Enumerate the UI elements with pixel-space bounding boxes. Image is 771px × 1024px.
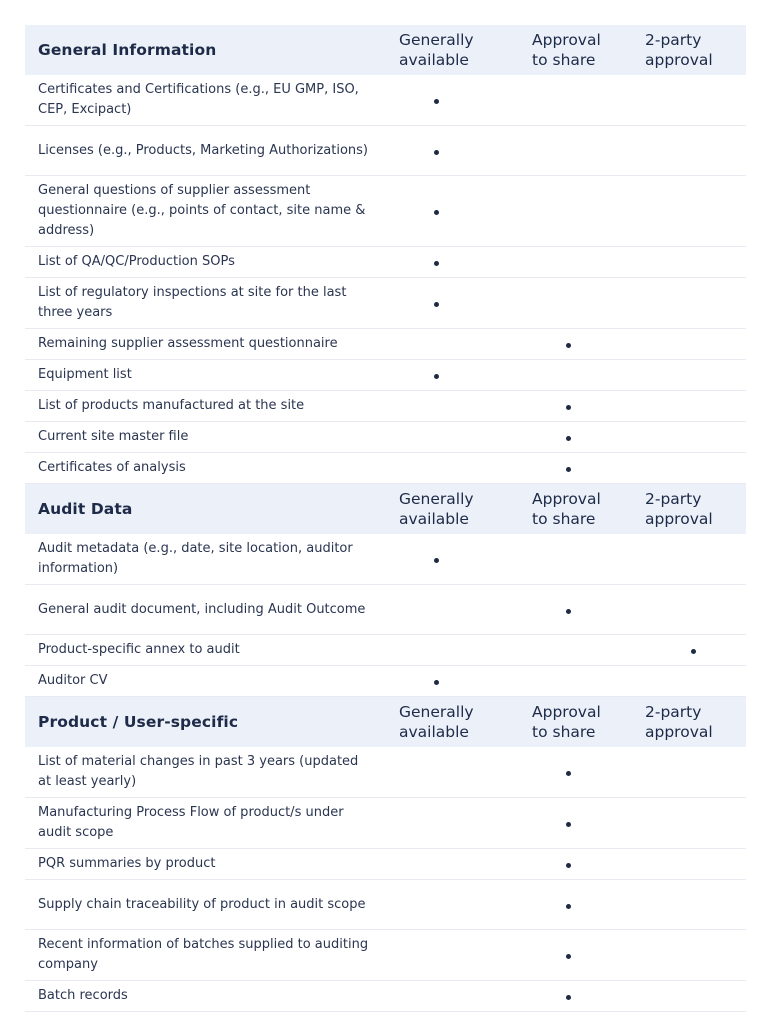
section-title: Product / User-specific xyxy=(25,697,382,748)
cell-general xyxy=(382,798,512,849)
column-header-line: 2-party xyxy=(645,703,702,721)
cell-approval xyxy=(512,360,638,391)
column-header-line: Generally xyxy=(399,490,474,508)
column-header-two-party xyxy=(638,25,746,75)
cell-general xyxy=(382,453,512,484)
cell-general xyxy=(382,534,512,585)
cell-general xyxy=(382,880,512,930)
bullet-icon xyxy=(434,558,439,563)
cell-approval xyxy=(512,453,638,484)
cell-two-party xyxy=(638,747,746,798)
bullet-icon xyxy=(434,680,439,685)
cell-two-party xyxy=(638,126,746,176)
column-header-line: approval xyxy=(645,51,713,69)
column-header-approval xyxy=(512,697,638,748)
section-header xyxy=(25,484,746,535)
column-header-line: approval xyxy=(645,723,713,741)
table-row xyxy=(25,75,746,126)
cell-two-party xyxy=(638,75,746,126)
table-row xyxy=(25,422,746,453)
cell-two-party xyxy=(638,422,746,453)
cell-general xyxy=(382,247,512,278)
cell-approval xyxy=(512,391,638,422)
column-header-line: Generally xyxy=(399,703,474,721)
bullet-icon xyxy=(566,343,571,348)
cell-two-party xyxy=(638,247,746,278)
bullet-icon xyxy=(566,995,571,1000)
cell-general xyxy=(382,391,512,422)
row-label: Remaining supplier assessment questionnaire xyxy=(25,329,382,360)
bullet-icon xyxy=(691,649,696,654)
column-header-general xyxy=(382,697,512,748)
table-row xyxy=(25,747,746,798)
cell-approval xyxy=(512,534,638,585)
row-label: Current site master file xyxy=(25,422,382,453)
cell-two-party xyxy=(638,176,746,247)
table-row xyxy=(25,176,746,247)
column-header-line: to share xyxy=(532,51,596,69)
row-label: Auditor CV xyxy=(25,666,382,697)
table-row xyxy=(25,453,746,484)
cell-general xyxy=(382,981,512,1012)
column-header-two-party xyxy=(638,484,746,535)
table-row xyxy=(25,849,746,880)
cell-approval xyxy=(512,126,638,176)
cell-approval xyxy=(512,422,638,453)
cell-approval xyxy=(512,75,638,126)
cell-two-party xyxy=(638,278,746,329)
bullet-icon xyxy=(566,436,571,441)
cell-general xyxy=(382,360,512,391)
cell-general xyxy=(382,930,512,981)
cell-general xyxy=(382,585,512,635)
row-label: Supply chain traceability of product in audit scope xyxy=(25,880,382,930)
row-label: PQR summaries by product xyxy=(25,849,382,880)
bullet-icon xyxy=(434,210,439,215)
row-label: Batch records xyxy=(25,981,382,1012)
cell-approval xyxy=(512,981,638,1012)
table-row xyxy=(25,360,746,391)
cell-approval xyxy=(512,176,638,247)
cell-approval xyxy=(512,635,638,666)
column-header-general xyxy=(382,25,512,75)
row-label: Manufacturing Process Flow of product/s under audit scope xyxy=(25,798,382,849)
column-header-line: to share xyxy=(532,510,596,528)
column-header-line: Approval xyxy=(532,703,601,721)
row-label: General questions of supplier assessment questionnaire (e.g., points of contact, site name & address) xyxy=(25,176,382,247)
table-row xyxy=(25,329,746,360)
table-row xyxy=(25,534,746,585)
column-header-line: available xyxy=(399,723,469,741)
table-row xyxy=(25,585,746,635)
cell-general xyxy=(382,422,512,453)
cell-approval xyxy=(512,849,638,880)
section-header xyxy=(25,25,746,75)
table-row xyxy=(25,981,746,1012)
cell-two-party xyxy=(638,391,746,422)
cell-two-party xyxy=(638,798,746,849)
row-label: List of material changes in past 3 years (updated at least yearly) xyxy=(25,747,382,798)
row-label: Product-specific annex to audit xyxy=(25,635,382,666)
table-row xyxy=(25,666,746,697)
cell-general xyxy=(382,176,512,247)
table-body xyxy=(25,25,746,1012)
row-label: List of QA/QC/Production SOPs xyxy=(25,247,382,278)
row-label: General audit document, including Audit Outcome xyxy=(25,585,382,635)
column-header-line: available xyxy=(399,51,469,69)
bullet-icon xyxy=(566,467,571,472)
row-label: Audit metadata (e.g., date, site location, auditor information) xyxy=(25,534,382,585)
column-header-line: Approval xyxy=(532,490,601,508)
column-header-line: 2-party xyxy=(645,490,702,508)
column-header-line: to share xyxy=(532,723,596,741)
section-header xyxy=(25,697,746,748)
table-row xyxy=(25,635,746,666)
section-title: General Information xyxy=(25,25,382,75)
bullet-icon xyxy=(434,302,439,307)
data-sharing-table xyxy=(25,25,746,1012)
data-sharing-table-container xyxy=(25,25,746,1012)
bullet-icon xyxy=(434,150,439,155)
column-header-line: 2-party xyxy=(645,31,702,49)
table-row xyxy=(25,880,746,930)
row-label: Certificates and Certifications (e.g., EU GMP, ISO, CEP, Excipact) xyxy=(25,75,382,126)
table-row xyxy=(25,126,746,176)
cell-approval xyxy=(512,329,638,360)
bullet-icon xyxy=(566,954,571,959)
table-row xyxy=(25,930,746,981)
column-header-line: Approval xyxy=(532,31,601,49)
cell-general xyxy=(382,849,512,880)
cell-two-party xyxy=(638,981,746,1012)
bullet-icon xyxy=(566,863,571,868)
cell-two-party xyxy=(638,849,746,880)
cell-general xyxy=(382,278,512,329)
bullet-icon xyxy=(434,99,439,104)
cell-approval xyxy=(512,666,638,697)
cell-general xyxy=(382,666,512,697)
column-header-line: Generally xyxy=(399,31,474,49)
cell-two-party xyxy=(638,360,746,391)
cell-two-party xyxy=(638,930,746,981)
table-row xyxy=(25,247,746,278)
row-label: Equipment list xyxy=(25,360,382,391)
table-row xyxy=(25,391,746,422)
cell-general xyxy=(382,635,512,666)
cell-approval xyxy=(512,880,638,930)
column-header-two-party xyxy=(638,697,746,748)
bullet-icon xyxy=(566,405,571,410)
bullet-icon xyxy=(566,771,571,776)
cell-two-party xyxy=(638,880,746,930)
cell-two-party xyxy=(638,635,746,666)
bullet-icon xyxy=(566,822,571,827)
cell-general xyxy=(382,75,512,126)
cell-two-party xyxy=(638,666,746,697)
row-label: List of products manufactured at the site xyxy=(25,391,382,422)
bullet-icon xyxy=(566,609,571,614)
column-header-general xyxy=(382,484,512,535)
cell-approval xyxy=(512,747,638,798)
table-row xyxy=(25,798,746,849)
column-header-approval xyxy=(512,25,638,75)
cell-approval xyxy=(512,930,638,981)
section-title: Audit Data xyxy=(25,484,382,535)
column-header-approval xyxy=(512,484,638,535)
cell-two-party xyxy=(638,534,746,585)
row-label: List of regulatory inspections at site for the last three years xyxy=(25,278,382,329)
table-row xyxy=(25,278,746,329)
row-label: Licenses (e.g., Products, Marketing Authorizations) xyxy=(25,126,382,176)
cell-two-party xyxy=(638,585,746,635)
bullet-icon xyxy=(434,261,439,266)
cell-general xyxy=(382,747,512,798)
column-header-line: approval xyxy=(645,510,713,528)
cell-approval xyxy=(512,247,638,278)
column-header-line: available xyxy=(399,510,469,528)
bullet-icon xyxy=(566,904,571,909)
cell-general xyxy=(382,126,512,176)
cell-general xyxy=(382,329,512,360)
cell-two-party xyxy=(638,329,746,360)
bullet-icon xyxy=(434,374,439,379)
cell-approval xyxy=(512,278,638,329)
row-label: Certificates of analysis xyxy=(25,453,382,484)
cell-approval xyxy=(512,585,638,635)
row-label: Recent information of batches supplied to auditing company xyxy=(25,930,382,981)
cell-approval xyxy=(512,798,638,849)
cell-two-party xyxy=(638,453,746,484)
